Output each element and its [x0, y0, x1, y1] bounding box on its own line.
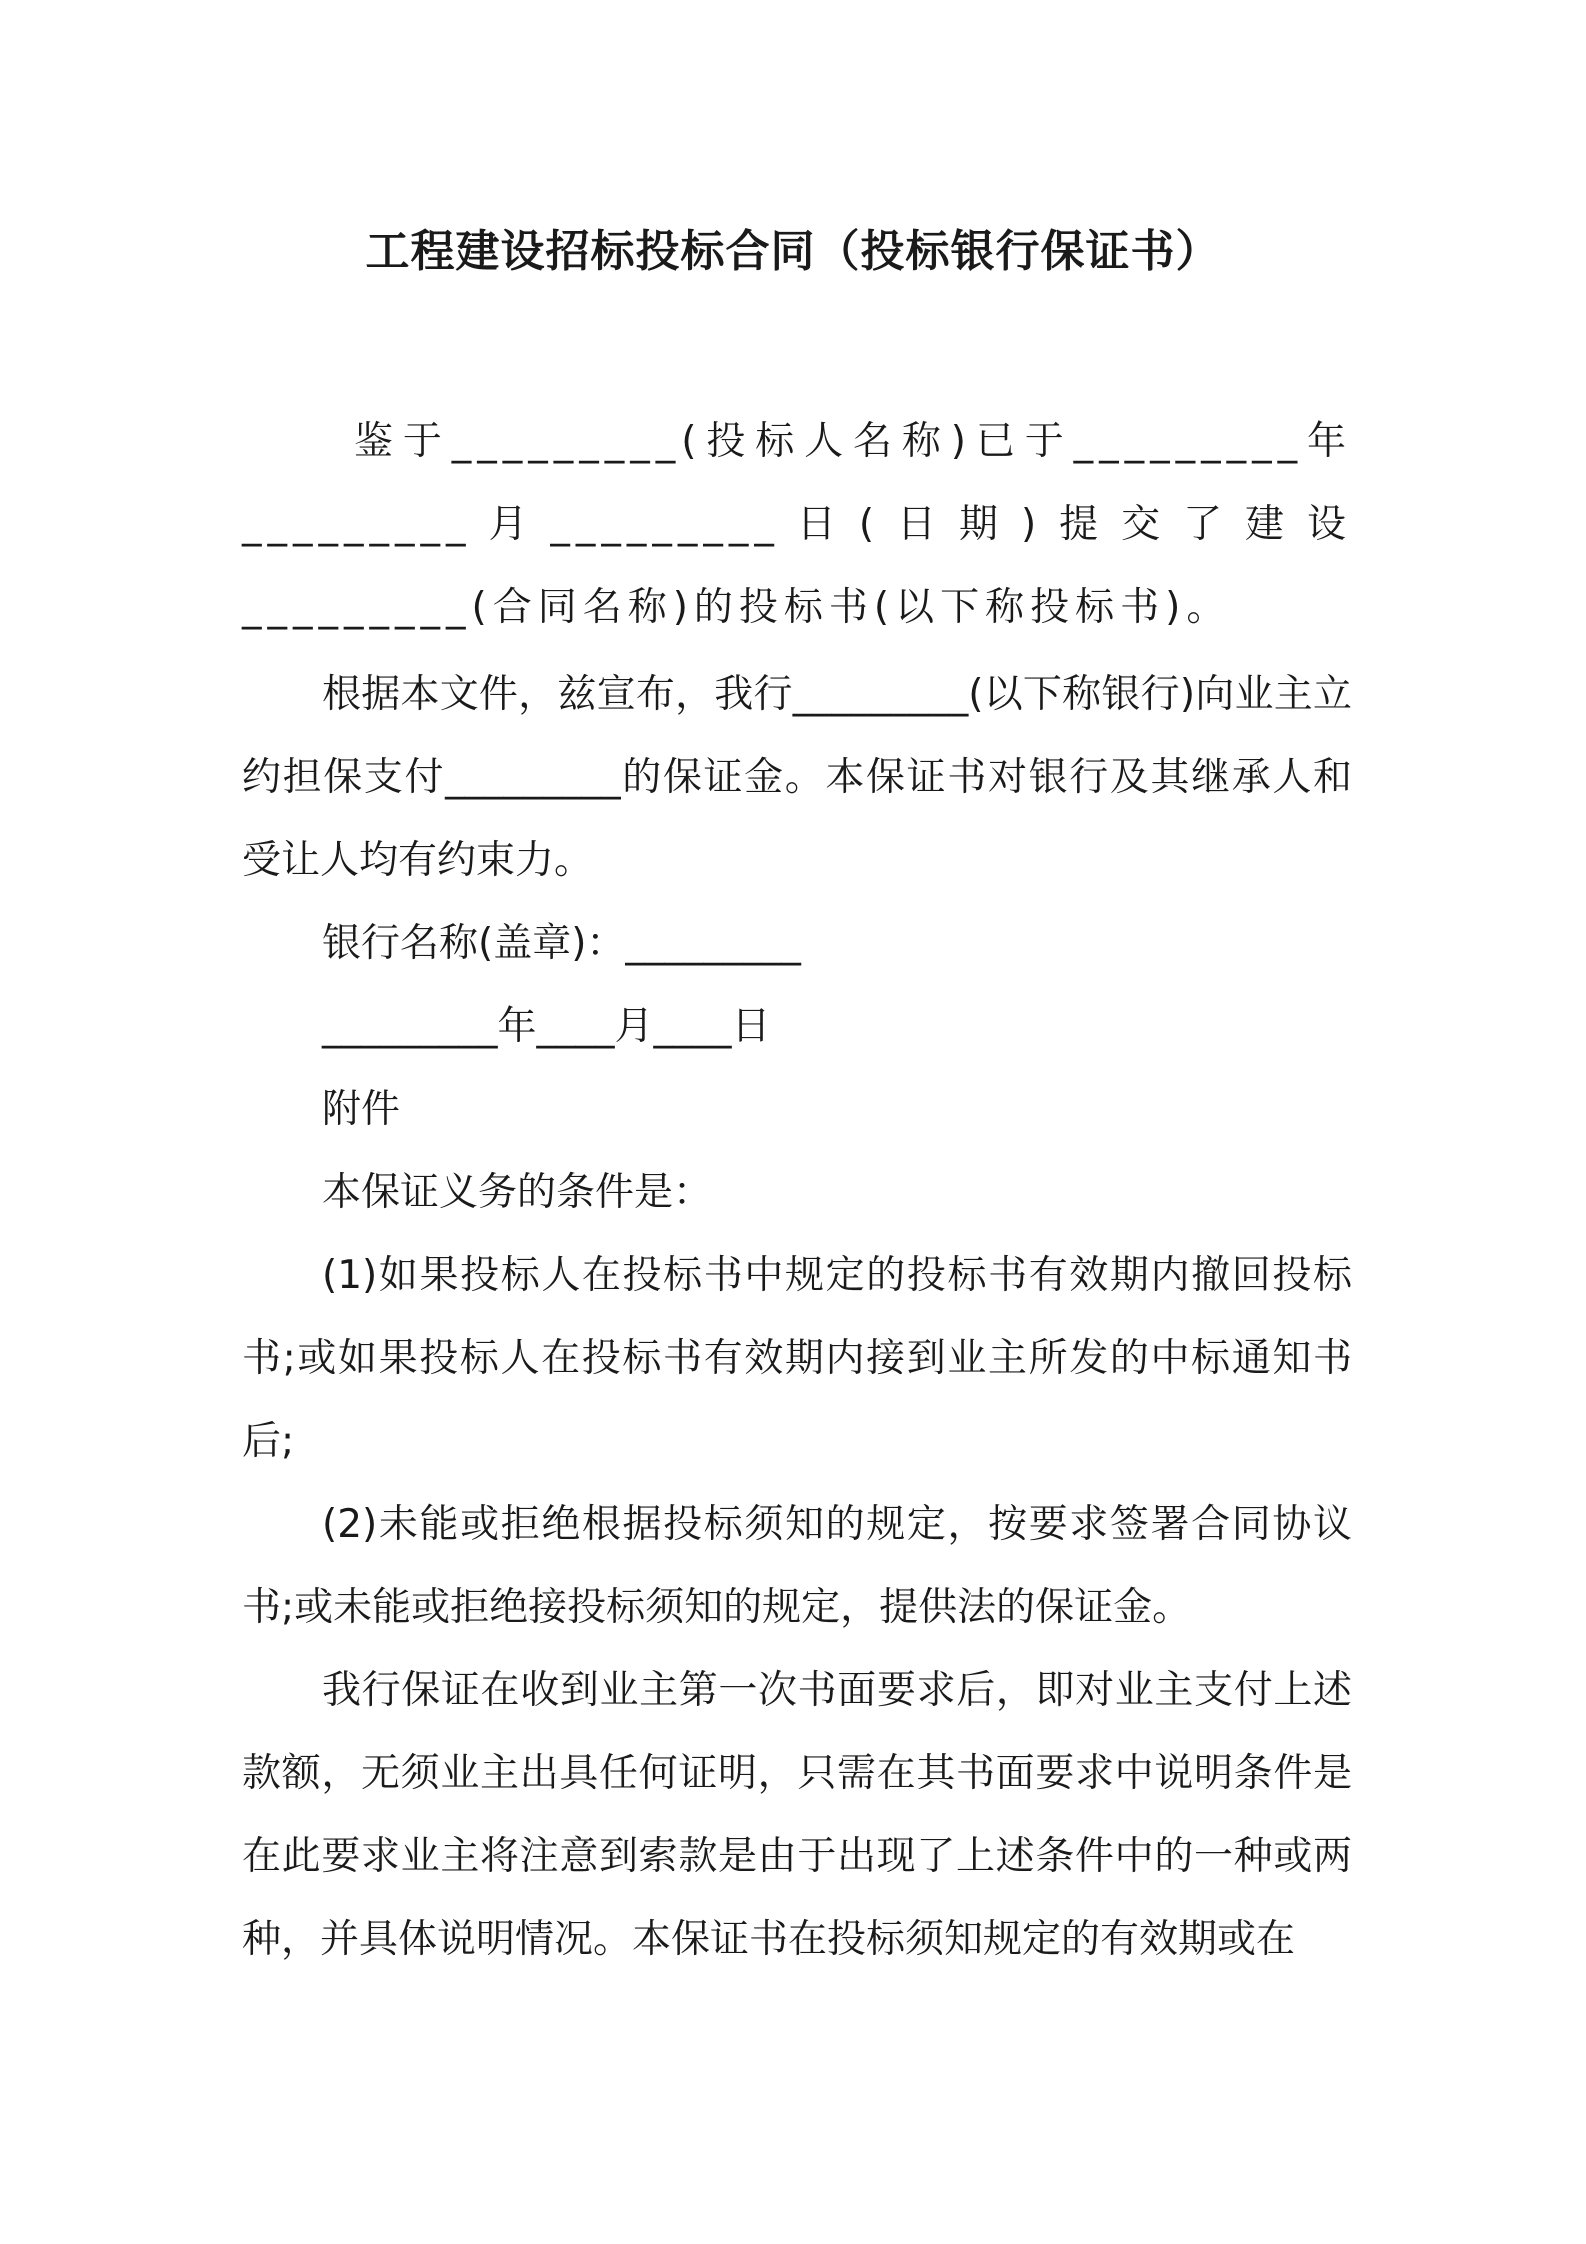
condition-2: (2)未能或拒绝根据投标须知的规定，按要求签署合同协议书;或未能或拒绝接投标须知的规定，提供法的保证金。 — [242, 1502, 1352, 1630]
paragraph-declaration: 根据本文件，兹宣布，我行_________(以下称银行)向业主立约担保支付_________的保证金。本保证书对银行及其继承人和受让人均有约束力。 — [242, 672, 1352, 883]
date-line: _________年____月____日 — [322, 1004, 771, 1049]
guarantee-paragraph: 我行保证在收到业主第一次书面要求后，即对业主支付上述款额，无须业主出具任何证明，只需在其书面要求中说明条件是在此要求业主将注意到索款是由于出现了上述条件中的一种或两种，并具体说明情况。本保证书在投标须知规定的有效期或在 — [242, 1668, 1352, 1962]
condition-1: (1)如果投标人在投标书中规定的投标书有效期内撤回投标书;或如果投标人在投标书有效期内接到业主所发的中标通知书后; — [242, 1253, 1352, 1464]
paragraph-whereas: 鉴于_________(投标人名称)已于_________年_________月_________日(日期)提交了建设_________(合同名称)的投标书(以下称投标书)。 — [242, 419, 1352, 630]
document-title: 工程建设招标投标合同（投标银行保证书） — [365, 226, 1221, 277]
bank-name-seal-line: 银行名称(盖章)：_________ — [322, 921, 801, 966]
attachment-heading: 附件 — [322, 1087, 401, 1132]
document-body — [242, 400, 1352, 1981]
conditions-intro: 本保证义务的条件是： — [322, 1170, 713, 1215]
